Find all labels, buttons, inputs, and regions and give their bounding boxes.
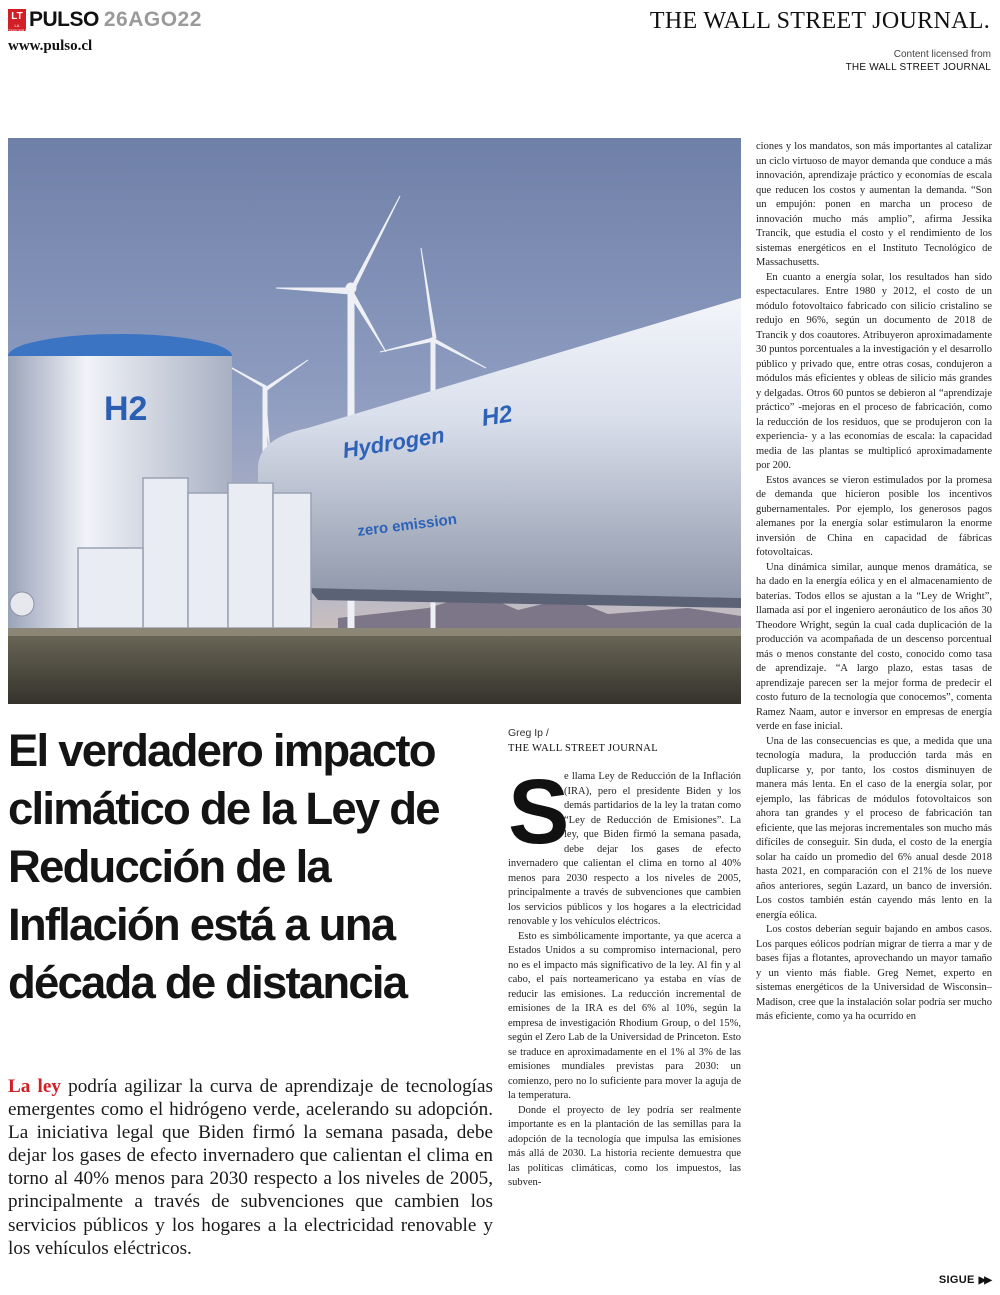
double-play-arrow-icon: ▶▶ bbox=[978, 1274, 990, 1286]
section-logo bbox=[8, 8, 202, 32]
byline-source: THE WALL STREET JOURNAL bbox=[508, 743, 658, 754]
license-source: THE WALL STREET JOURNAL bbox=[845, 62, 991, 73]
lead-text: podría agilizar la curva de aprendizaje de tecnologías emergentes como el hidrógeno verde, acelerando su adopción. La iniciativa legal que Biden firmó la semana pasada, debe dejar los gases de efecto invernadero que calientan el clima en torno al 40% menos para 2030 respecto a los niveles de 2005, principalmente a través de subvenciones que cambien los servicios públicos y los hogares a la electricidad renovable y los vehículos eléctricos. bbox=[8, 1076, 493, 1259]
continue-marker[interactable] bbox=[939, 1274, 990, 1286]
continue-label: SIGUE bbox=[938, 1274, 975, 1286]
masthead: THE WALL STREET JOURNAL. bbox=[649, 8, 990, 34]
drop-cap: S bbox=[508, 770, 570, 863]
byline-author: Greg Ip / bbox=[508, 727, 549, 739]
body-paragraph: Donde el proyecto de ley podría ser realmente importante es en la plantación de las semillas para la adopción de la tecnología que impulsa las emisiones más allá de 2030. La historia reciente demuestra que las políticas climáticas, como los impuestos, las subven- bbox=[508, 1104, 741, 1188]
body-paragraph: Una dinámica similar, aunque menos dramática, se ha dado en la energía eólica y en el almacenamiento de baterías. Todos ellos se ajustan a la “Ley de Wright”, llamada así por el ingeniero aeronáutico de los años 30 Theodore Wright, según la cual cada duplicación de la producción va acompañada de un descenso porcentual más o menos constante del costo, conocido como tasa de aprendizaje. “A largo plazo, estas tasas de aprendizaje parecen ser la mejor forma de predecir el costo futuro de la tecnología que conocemos”, comenta Ramez Naam, autor e inversor en empresas de energía verde en fase inicial. bbox=[756, 561, 992, 732]
website-url: www.pulso.cl bbox=[8, 38, 93, 54]
section-name: PULSO bbox=[29, 8, 99, 31]
body-paragraph: Una de las consecuencias es que, a medida que una tecnología madura, la producción tarda más en duplicarse y, por tanto, los costos disminuyen de manera más lenta. En el caso de la energía solar, por ejemplo, las fábricas de módulos fotovoltaicos son ahora tan grandes y el proceso de fabricación tan eficiente, que las mejoras incrementales son mucho más difíciles de conseguir. Sin duda, el costo de la energía solar ha caído un promedio del 6% anual desde 2018 hasta 2021, en comparación con el 21% de los nueve años anteriores, según Lazard, un banco de inversión. Los costos también están cayendo más lento en la energía eólica. bbox=[756, 735, 992, 921]
lead-keyword: La ley bbox=[8, 1076, 61, 1097]
body-paragraph: Esto es simbólicamente importante, ya que acerca a Estados Unidos a su compromiso internacional, pero no es el impacto más significativo de la ley. Al fin y al cabo, el país norteamericano ya estaba en vías de reducir las emisiones. La reducción incremental de emisiones de la IRA es del 6% al 10%, según la empresa de investigación Rhodium Group, o del 15%, según el Zero Lab de la Universidad de Princeton. Esto se traduce en aproximadamente en el 1% al 3% de las emisiones mundiales previstas para 2030: un comienzo, pero no lo suficiente para mover la aguja de la temperatura. bbox=[508, 930, 741, 1101]
license-note bbox=[846, 48, 991, 74]
body-column-1 bbox=[508, 770, 741, 1258]
byline bbox=[508, 726, 658, 756]
lead-paragraph bbox=[8, 1075, 493, 1260]
body-paragraph: Estos avances se vieron estimulados por la promesa de demanda que hicieron posible los incentivos gubernamentales. Por ejemplo, los generosos pagos alemanes por la energía solar estimularon la enorme inversión de China en capacidad de fábricas fotovoltaicas. bbox=[756, 474, 992, 558]
pipe-hydrogen-label: Hydrogen bbox=[340, 422, 447, 463]
body-paragraph: ciones y los mandatos, son más importantes al catalizar un ciclo virtuoso de mayor demanda que conduce a más innovación, aprendizaje práctico y economías de escala que reducen los costos y aumentan la demanda. “Son un empujón: ponen en marcha un proceso de innovación mucho más amplio”, afirma Jessika Trancik, que estudia el costo y el rendimiento de los sistemas energéticos en el Instituto Tecnológico de Massachusetts. bbox=[756, 141, 992, 268]
body-paragraph: S e llama Ley de Reducción de la Inflación (IRA), pero el presidente Biden y los demás partidarios de la ley la tratan como “Ley de Reducción de Emisiones”. La ley, que Biden firmó la semana pasada, debe dejar los gases de efecto invernadero que calientan el clima en torno al 40% menos para 2030 respecto a los niveles de 2005, principalmente a través de subvenciones que cambien los servicios públicos y los hogares a la electricidad renovable y los vehículos eléctricos. bbox=[508, 770, 741, 927]
license-text: Content licensed from bbox=[893, 49, 991, 60]
tank-h2-label: H2 bbox=[104, 390, 148, 428]
headline: El verdadero impacto climático de la Ley de Reducción de la Inflación está a una década de distancia bbox=[8, 725, 439, 1008]
body-paragraph: Los costos deberían seguir bajando en ambos casos. Los parques eólicos podrían migrar de tierra a mar y de bases fijas a flotantes, aprovechando un mayor tamaño y un viento más fiable. Greg Nemet, experto en sistemas energéticos de la Universidad de Wisconsin–Madison, cree que la instalación solar podría ser mucho más eficiente, como ya ha ocurrido en bbox=[756, 924, 992, 1022]
hero-photo bbox=[8, 138, 741, 704]
issue-date: 26AGO22 bbox=[103, 8, 202, 31]
pipe-zero-emission-label: zero emission bbox=[356, 510, 458, 540]
body-paragraph: En cuanto a energía solar, los resultados han sido espectaculares. Entre 1980 y 2012, el costo de un módulo fotovoltaico fabricado con silicio cristalino se redujo en 96%, según un documento de 2018 de Trancik y dos coautores. Atribuyeron aproximadamente 30 puntos porcentuales a la investigación y el desarrollo público y privado que, entre otras cosas, condujeron a módulos más eficientes y obleas de silicio más grandes y delgadas. Otros 60 puntos se debieron al “aprendizaje práctico” -mejoras en el proceso de fabricación, como la reducción de los residuos, que se produjeron con la experiencia- y a las economías de escala: la capacidad media de las plantas se multiplicó aproximadamente por 200. bbox=[756, 271, 992, 471]
la-tercera-logo: LT LA TERCERA bbox=[8, 11, 28, 33]
body-column-2 bbox=[756, 140, 992, 1270]
pipe-h2-label: H2 bbox=[479, 400, 515, 432]
